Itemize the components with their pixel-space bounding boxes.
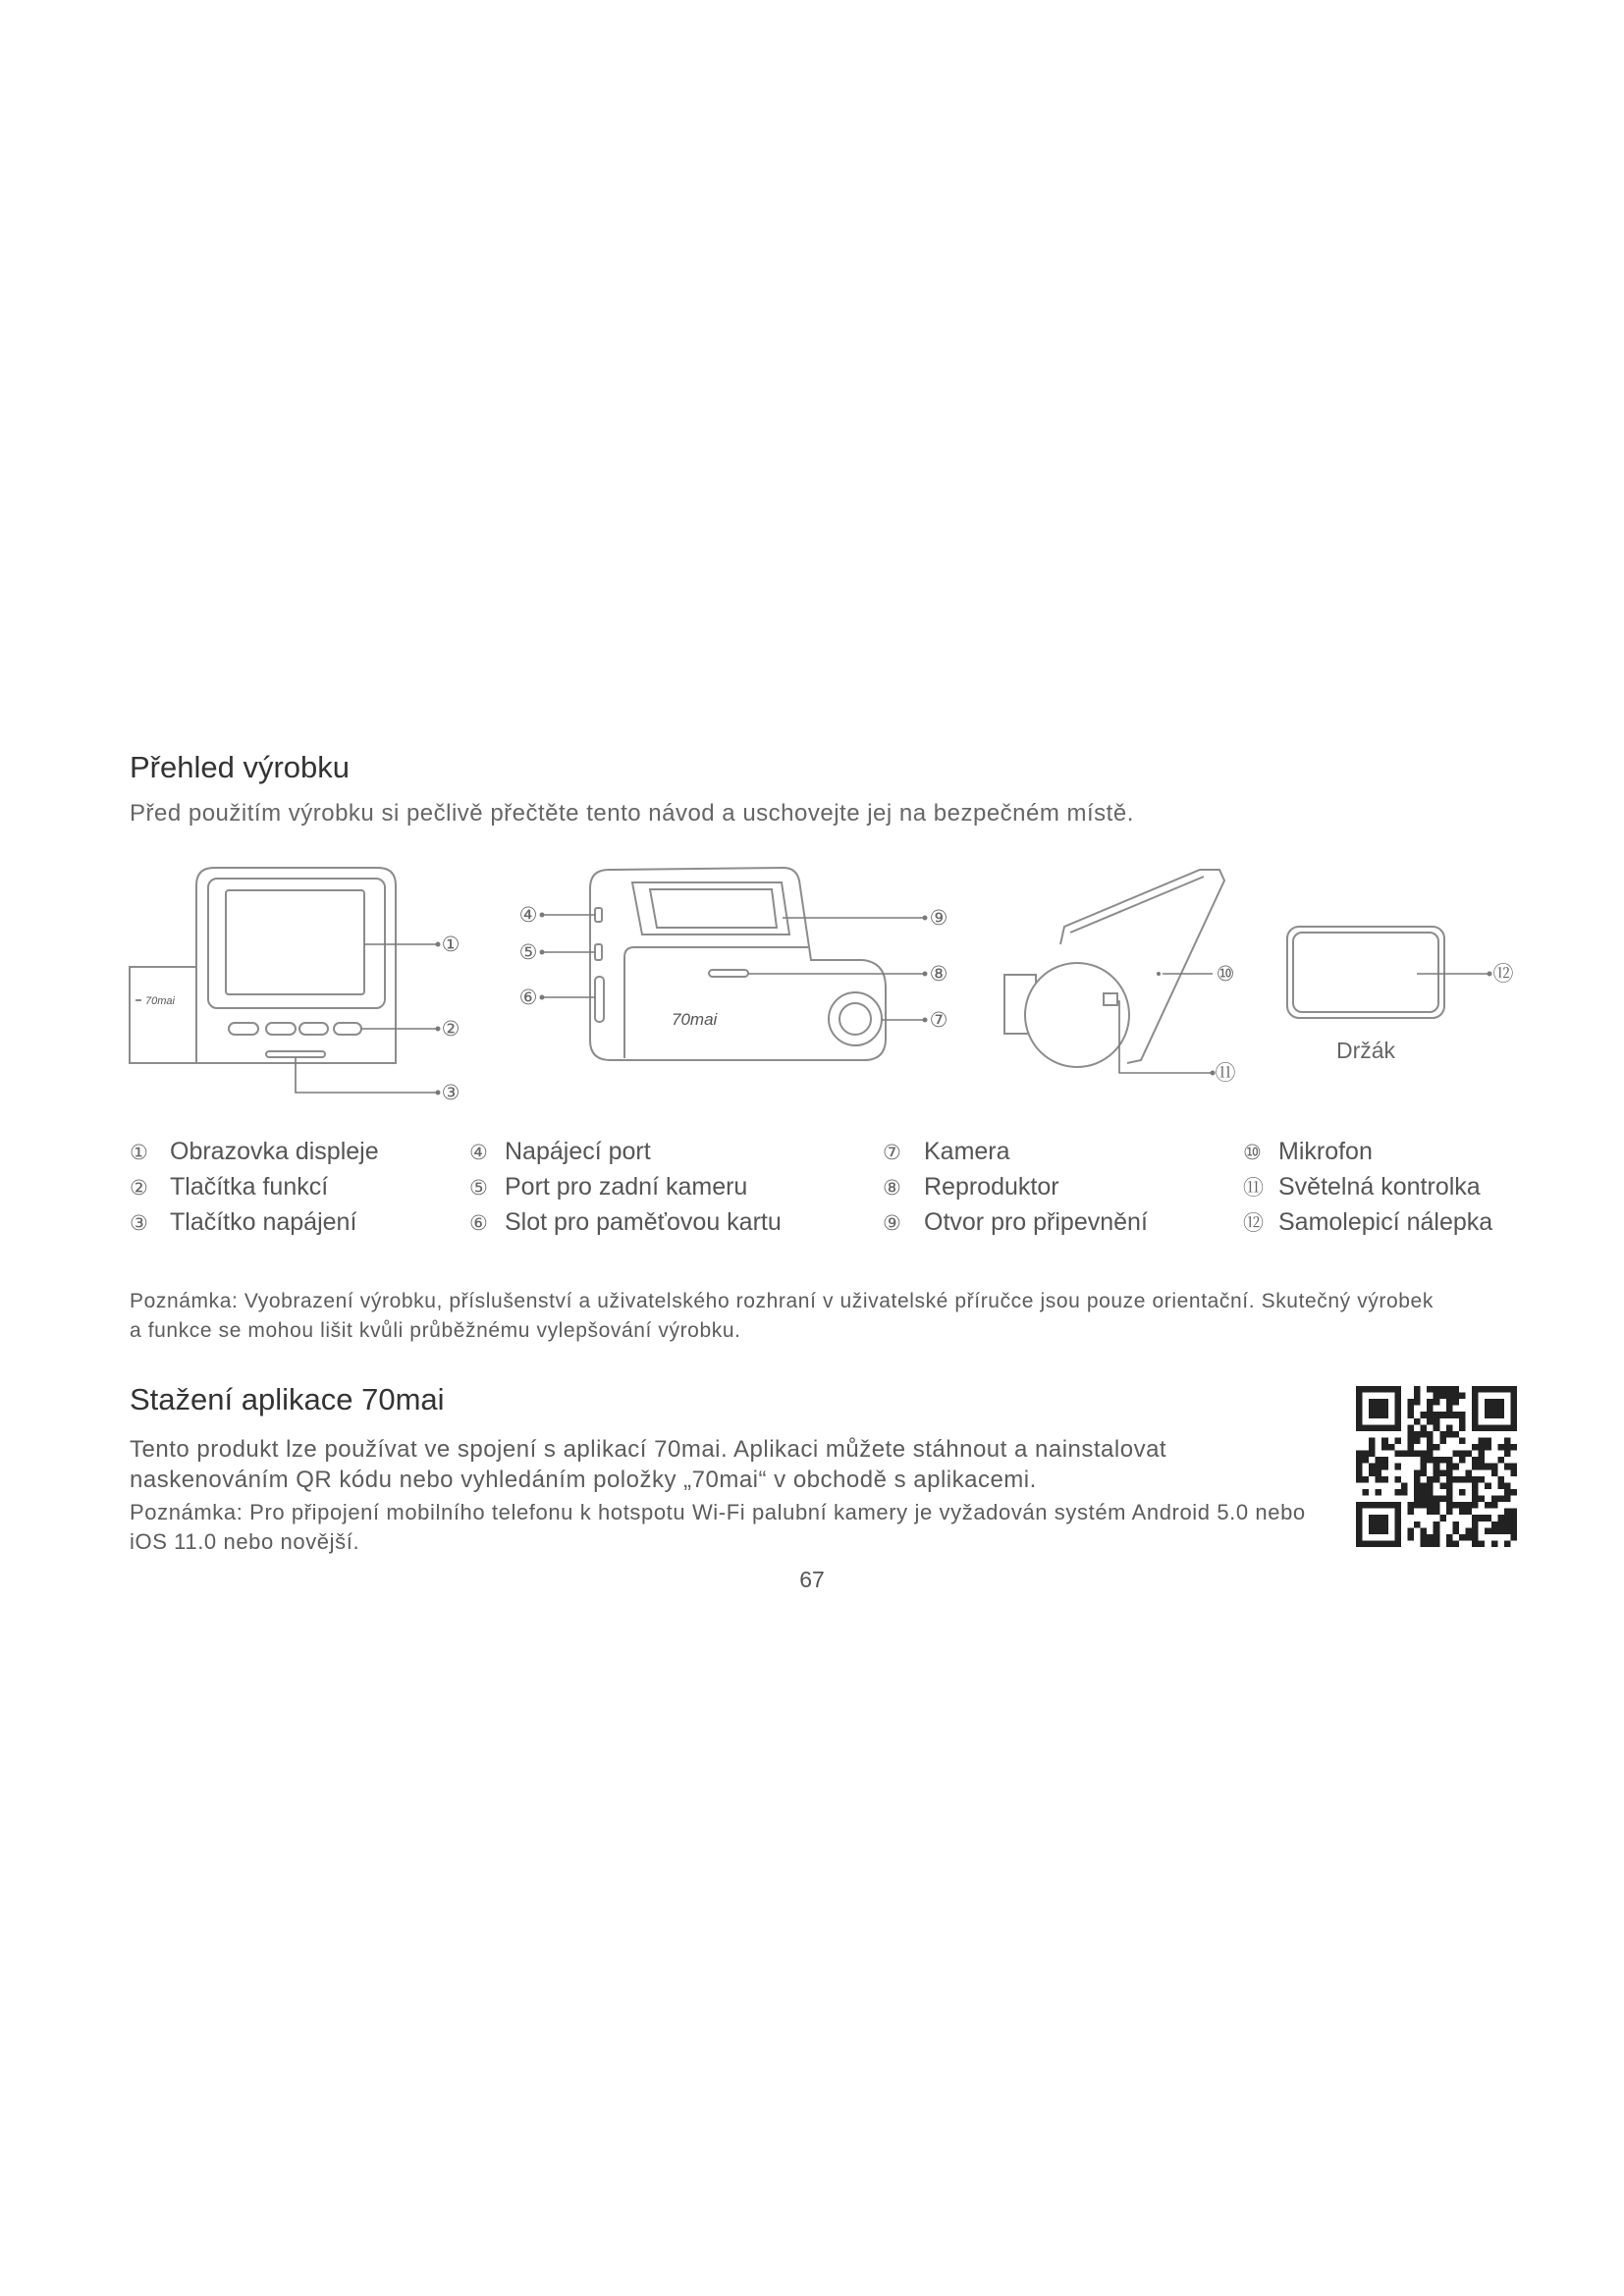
legend-label-9: Otvor pro připevnění: [924, 1208, 1148, 1236]
note-line-2: a funkce se mohou lišit kvůli průběžnému vylepšování výrobku.: [130, 1319, 741, 1342]
legend-label-5: Port pro zadní kameru: [505, 1173, 748, 1201]
dashcam-front-view: [130, 868, 460, 1104]
legend-num-2: ②: [130, 1176, 148, 1200]
app-title: Stažení aplikace 70mai: [130, 1382, 445, 1416]
callout-6-dot: [540, 995, 545, 1000]
legend-num-12: ⑫: [1243, 1211, 1264, 1235]
legend-label-10: Mikrofon: [1278, 1138, 1373, 1165]
mount-pad-line: [1070, 877, 1204, 933]
legend-item-3: [130, 1205, 356, 1239]
legend-label-2: Tlačítka funkcí: [170, 1173, 329, 1201]
callout-1-dot: [436, 942, 441, 947]
sticker-inner: [1293, 933, 1438, 1012]
legend-item-1: [130, 1135, 379, 1168]
note-line-1: Poznámka: Vyobrazení výrobku, příslušenství a uživatelského rozhraní v uživatelské příručce jsou pouze orientační. Skutečný výrobek: [130, 1290, 1434, 1312]
legend-num-5: ⑤: [469, 1176, 488, 1200]
legend-label-8: Reproduktor: [924, 1173, 1059, 1201]
callout-1: ①: [441, 933, 460, 956]
legend-num-6: ⑥: [469, 1211, 488, 1235]
callout-7-dot: [923, 1018, 928, 1023]
callout-3-dot: [436, 1091, 441, 1095]
callout-5: ⑤: [518, 940, 538, 964]
legend-num-10: ⑩: [1243, 1141, 1262, 1164]
legend-item-2: [130, 1170, 328, 1203]
legend-item-11: [1243, 1170, 1481, 1203]
callout-7: ⑦: [929, 1008, 948, 1032]
legend-label-3: Tlačítko napájení: [170, 1208, 357, 1236]
holder-label: Držák: [1335, 1038, 1396, 1063]
callout-2-dot: [436, 1027, 441, 1032]
legend-num-7: ⑦: [883, 1141, 901, 1164]
product-diagram: [0, 844, 1624, 1129]
lens-outer: [829, 992, 882, 1045]
legend-item-9: [883, 1205, 1148, 1239]
legend-item-6: [469, 1205, 782, 1239]
callout-2: ②: [441, 1017, 460, 1041]
callout-3: ③: [441, 1081, 460, 1104]
legend-num-4: ④: [469, 1141, 488, 1164]
callout-8: ⑧: [929, 962, 948, 986]
callout-9-dot: [923, 916, 928, 921]
callout-12: ⑫: [1492, 962, 1514, 986]
callout-11: ⑪: [1215, 1061, 1236, 1085]
legend-num-9: ⑨: [883, 1211, 901, 1235]
legend-label-12: Samolepicí nálepka: [1278, 1208, 1493, 1236]
callout-4-dot: [540, 913, 545, 918]
callout-5-dot: [540, 950, 545, 955]
legend-label-6: Slot pro paměťovou kartu: [505, 1208, 782, 1236]
legend-label-4: Napájecí port: [505, 1138, 651, 1165]
legend-label-11: Světelná kontrolka: [1278, 1173, 1481, 1201]
legend-item-12: [1243, 1205, 1492, 1239]
overview-intro: Před použitím výrobku si pečlivě přečtěte tento návod a uschovejte jej na bezpečném místě.: [130, 800, 1134, 827]
legend-item-8: [883, 1170, 1059, 1203]
app-note-line-2: iOS 11.0 nebo novější.: [130, 1529, 360, 1554]
callout-8-dot: [923, 972, 928, 977]
side-logo: 70mai: [672, 1010, 718, 1029]
adhesive-sticker: [1287, 927, 1514, 1063]
legend-num-1: ①: [130, 1141, 148, 1164]
dashcam-side-view: [519, 868, 948, 1060]
mount-block: [130, 967, 196, 1063]
legend-label-7: Kamera: [924, 1138, 1010, 1165]
legend-item-10: [1243, 1135, 1373, 1168]
overview-title: Přehled výrobku: [130, 750, 351, 784]
app-body-line-1: Tento produkt lze používat ve spojení s aplikací 70mai. Aplikaci můžete stáhnout a nainstalovat: [130, 1436, 1167, 1463]
callout-6: ⑥: [518, 986, 538, 1009]
legend-num-11: ⑪: [1243, 1176, 1264, 1200]
dashcam-mount-profile: [1004, 870, 1236, 1085]
callout-12-dot: [1488, 972, 1492, 977]
app-note-line-1: Poznámka: Pro připojení mobilního telefonu k hotspotu Wi-Fi palubní kamery je vyžadován systém Android 5.0 nebo: [130, 1500, 1306, 1524]
legend-num-8: ⑧: [883, 1176, 901, 1200]
callout-9: ⑨: [929, 906, 948, 930]
page-number: 67: [799, 1567, 825, 1592]
mount-logo: 70mai: [145, 995, 175, 1007]
qr-code[interactable]: [1356, 1386, 1517, 1547]
callout-4: ④: [518, 903, 538, 927]
legend-label-1: Obrazovka displeje: [170, 1138, 379, 1165]
legend-item-5: [469, 1170, 747, 1203]
legend-num-3: ③: [130, 1211, 148, 1235]
legend-item-4: [469, 1135, 651, 1168]
microphone-dot: [1157, 972, 1161, 976]
callout-10: ⑩: [1216, 962, 1235, 986]
camera-body: [1025, 963, 1129, 1067]
legend-item-7: [883, 1135, 1010, 1168]
app-body-line-2: naskenováním QR kódu nebo vyhledáním položky „70mai“ v obchodě s aplikacemi.: [130, 1467, 1037, 1493]
sticker-outer: [1287, 927, 1444, 1018]
